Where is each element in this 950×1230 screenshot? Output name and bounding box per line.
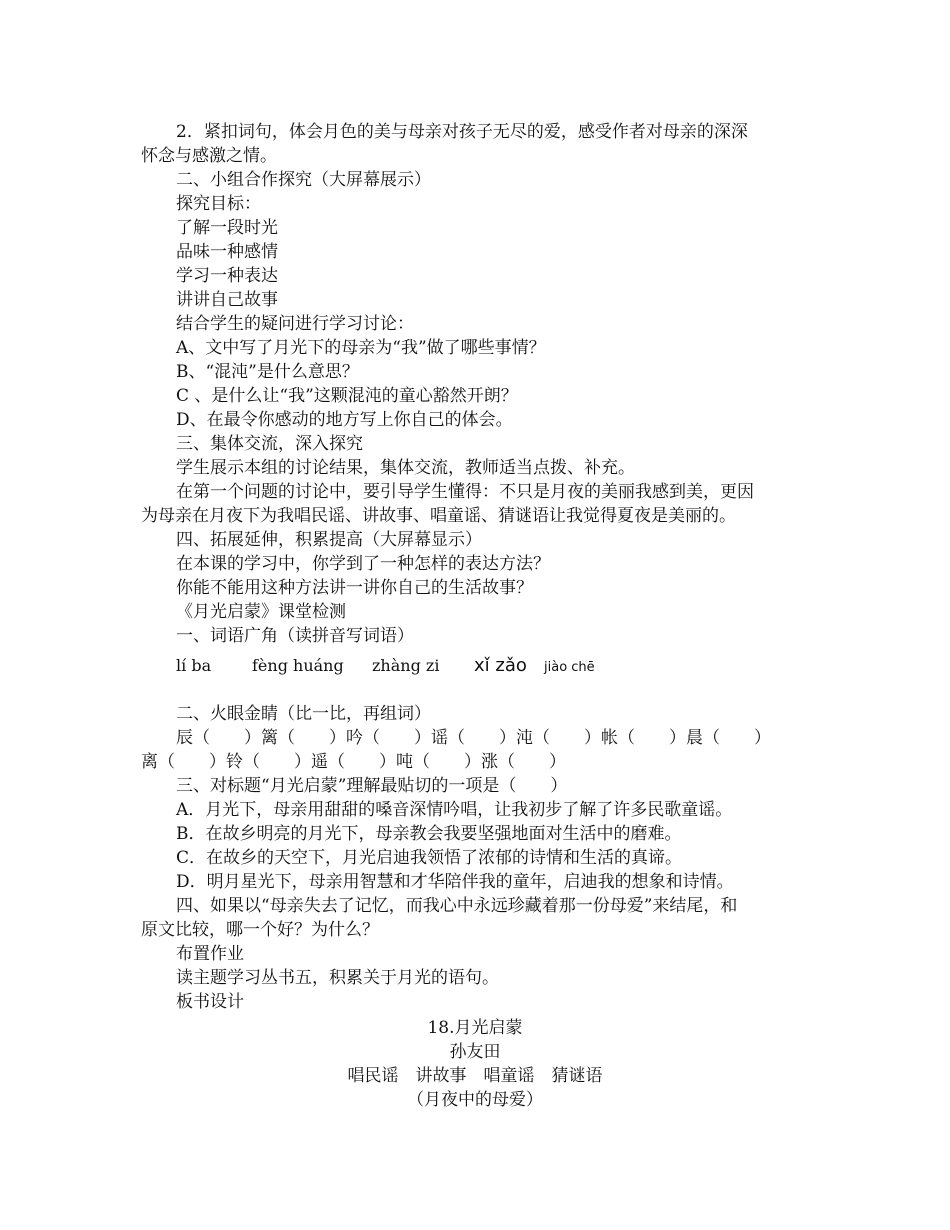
board-title: 18.月光启蒙 xyxy=(427,1018,523,1038)
list-item: 讲讲自己故事 xyxy=(176,290,278,310)
board-author: 孙友田 xyxy=(449,1042,501,1062)
paragraph-line: 学生展示本组的讨论结果，集体交流，教师适当点拨、补充。 xyxy=(176,458,635,478)
pinyin-word: zhàng zi xyxy=(372,656,440,675)
board-theme: （月夜中的母爱） xyxy=(407,1090,543,1110)
paragraph-line: 在本课的学习中，你学到了一种怎样的表达方法？ xyxy=(176,554,550,574)
paragraph-line: 读主题学习丛书五，积累关于月光的语句。 xyxy=(176,968,499,988)
homework-heading: 布置作业 xyxy=(176,944,244,964)
option-item: B．在故乡明亮的月光下，母亲教会我要坚强地面对生活中的磨难。 xyxy=(176,824,682,844)
section-heading: 二、火眼金睛（比一比，再组词） xyxy=(176,704,431,724)
option-item: C．在故乡的天空下，月光启迪我领悟了浓郁的诗情和生活的真谛。 xyxy=(176,848,683,868)
paragraph-line: 在第一个问题的讨论中，要引导学生懂得：不只是月夜的美丽我感到美，更因 xyxy=(176,482,754,502)
option-item: A．月光下，母亲用甜甜的嗓音深情吟唱，让我初步了解了许多民歌童谣。 xyxy=(176,800,733,820)
section-heading: 三、对标题“月光启蒙”理解最贴切的一项是（ ） xyxy=(176,776,568,796)
paragraph-line: 原文比较，哪一个好？为什么？ xyxy=(141,920,379,940)
section-heading: 四、拓展延伸，积累提高（大屏幕显示） xyxy=(176,530,482,550)
question-item: C 、是什么让“我”这颗混沌的童心豁然开朗？ xyxy=(176,386,518,406)
section-heading: 四、如果以“母亲失去了记忆，而我心中永远珍藏着那一份母爱”来结尾，和 xyxy=(176,896,738,916)
exercise-line: 辰（ ）篱（ ）吟（ ）谣（ ）沌（ ）帐（ ）晨（ ） xyxy=(176,728,771,748)
pinyin-word: lí ba xyxy=(176,656,212,675)
question-item: D、在最令你感动的地方写上你自己的体会。 xyxy=(176,410,513,430)
paragraph-line: 怀念与感激之情。 xyxy=(141,146,277,166)
list-item: 品味一种感情 xyxy=(176,242,278,262)
quiz-title: 《月光启蒙》课堂检测 xyxy=(176,602,346,622)
board-heading: 板书设计 xyxy=(176,992,244,1012)
section-heading: 三、集体交流，深入探究 xyxy=(176,434,363,454)
section-heading: 一、词语广角（读拼音写词语） xyxy=(176,626,414,646)
list-item: 了解一段时光 xyxy=(176,218,278,238)
list-item: 学习一种表达 xyxy=(176,266,278,286)
paragraph-line: 2．紧扣词句，体会月色的美与母亲对孩子无尽的爱，感受作者对母亲的深深 xyxy=(176,122,748,142)
option-item: D．明月星光下，母亲用智慧和才华陪伴我的童年，启迪我的想象和诗情。 xyxy=(176,872,734,892)
pinyin-word: fèng huáng xyxy=(252,656,344,675)
question-item: B、“混沌”是什么意思？ xyxy=(176,362,359,382)
paragraph-line: 探究目标： xyxy=(176,194,261,214)
section-heading: 二、小组合作探究（大屏幕展示） xyxy=(176,170,431,190)
pinyin-word: jiào chē xyxy=(544,660,595,675)
paragraph-line: 结合学生的疑问进行学习讨论： xyxy=(176,314,414,334)
paragraph-line: 你能不能用这种方法讲一讲你自己的生活故事？ xyxy=(176,578,533,598)
question-item: A、文中写了月光下的母亲为“我”做了哪些事情？ xyxy=(176,338,546,358)
board-items: 唱民谣 讲故事 唱童谣 猜谜语 xyxy=(347,1066,603,1086)
pinyin-word: xǐ zǎo xyxy=(474,655,527,676)
paragraph-line: 为母亲在月夜下为我唱民谣、讲故事、唱童谣、猜谜语让我觉得夏夜是美丽的。 xyxy=(141,506,736,526)
exercise-line: 离（ ）铃（ ）遥（ ）吨（ ）涨（ ） xyxy=(141,752,566,772)
